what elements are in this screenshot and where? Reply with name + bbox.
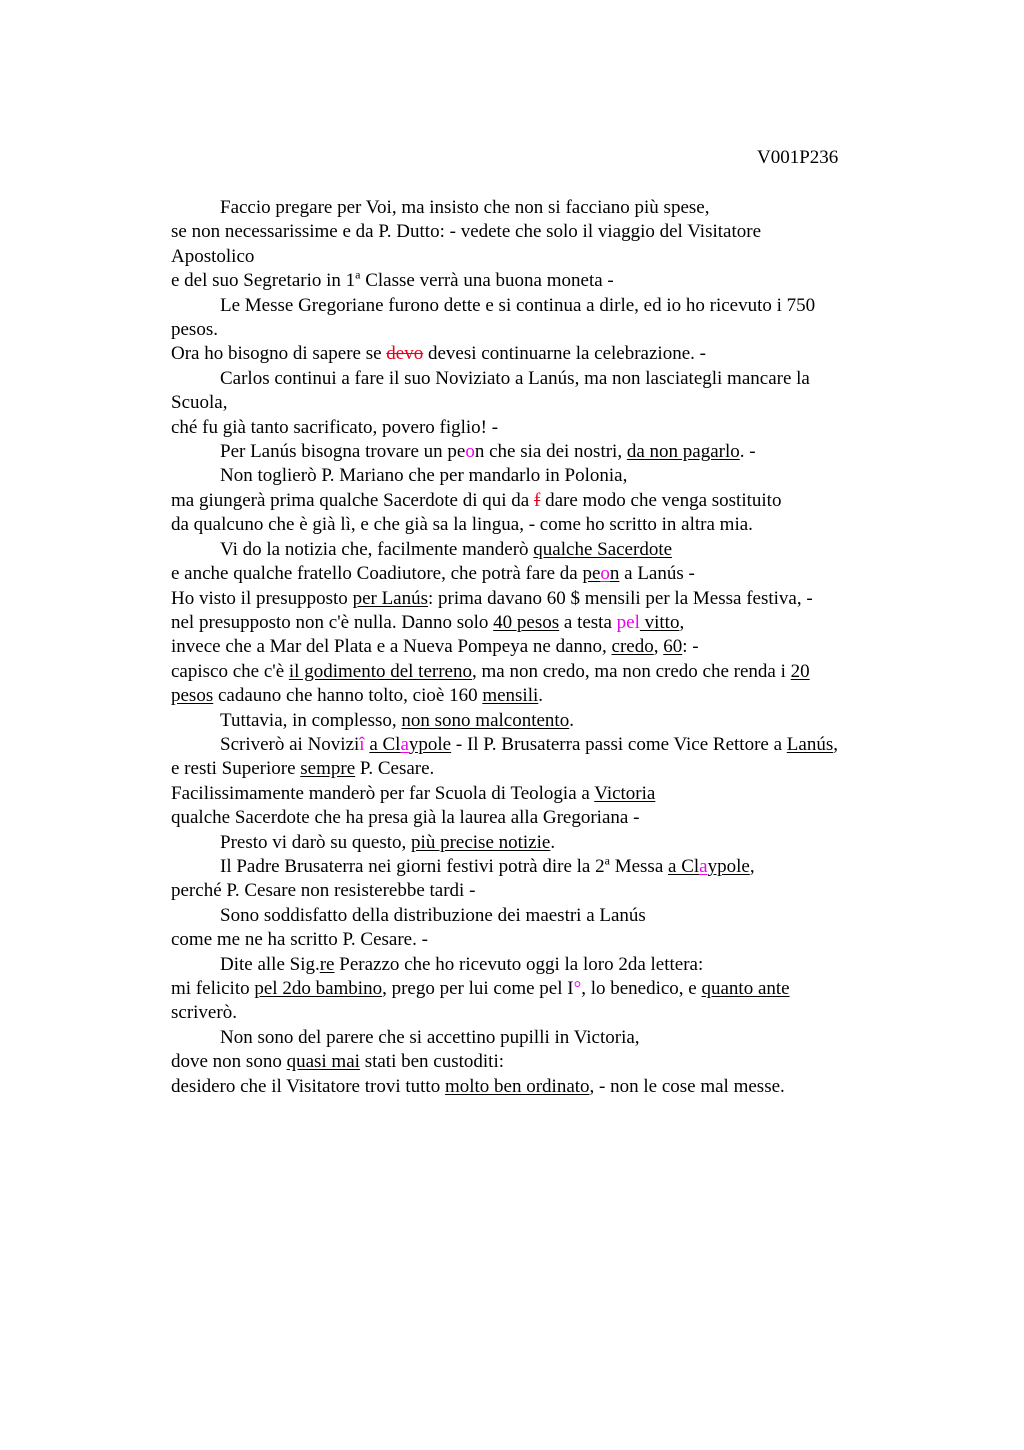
highlighted-text: î xyxy=(359,733,365,755)
text-line xyxy=(171,953,911,977)
deleted-text: devo xyxy=(386,343,424,365)
text-segment: , xyxy=(833,733,838,755)
text-segment: . xyxy=(569,709,574,731)
text-line xyxy=(171,416,911,440)
underlined-text: a Cl xyxy=(668,855,700,877)
text-segment: a testa xyxy=(559,611,617,633)
underlined-text: Victoria xyxy=(594,782,656,804)
underlined-text: per Lanús xyxy=(352,587,429,609)
text-line xyxy=(171,245,911,269)
text-segment: capisco che c'è xyxy=(171,660,289,682)
text-segment: Sono soddisfatto della distribuzione dei maestri a Lanús xyxy=(220,904,646,926)
text-segment: Non toglierò P. Mariano che per mandarlo in Polonia, xyxy=(220,465,628,487)
text-segment: Facilissimamente manderò per far Scuola di Teologia a xyxy=(171,782,595,804)
text-line xyxy=(171,928,911,952)
underlined-text: mensili xyxy=(482,685,539,707)
text-line xyxy=(171,904,911,928)
underlined-text: re xyxy=(319,953,335,975)
text-segment: qualche Sacerdote che ha presa già la laurea alla Gregoriana - xyxy=(171,807,640,829)
text-line xyxy=(171,318,911,342)
text-segment: , xyxy=(679,611,685,633)
text-segment: devesi continuarne la celebrazione. - xyxy=(423,343,706,365)
underlined-text: quanto ante xyxy=(701,978,790,999)
underlined-text: più precise notizie xyxy=(411,831,551,853)
text-segment: Perazzo che ho ricevuto oggi la loro 2da lettera: xyxy=(334,953,704,975)
text-line xyxy=(171,464,911,488)
text-segment: , - non le cose mal messe. xyxy=(589,1075,785,1097)
text-segment: Ho visto il presupposto xyxy=(171,587,353,609)
text-segment: Tuttavia, in complesso, xyxy=(220,709,402,731)
text-segment: - Il P. Brusaterra passi come Vice Rettore a xyxy=(451,733,787,755)
text-segment: Scuola, xyxy=(171,392,228,414)
letter-body xyxy=(171,196,911,1099)
text-line xyxy=(171,879,911,903)
text-line xyxy=(171,562,911,586)
text-segment: cadauno che hanno tolto, cioè 160 xyxy=(213,685,483,707)
text-line xyxy=(171,977,911,1001)
underlined-text: il godimento del terreno xyxy=(288,660,472,682)
text-line xyxy=(171,1026,911,1050)
text-segment: Vi do la notizia che, facilmente manderò xyxy=(220,538,534,560)
text-segment: dove non sono xyxy=(171,1051,287,1073)
text-line xyxy=(171,489,911,513)
underlined-text: non sono malcontento xyxy=(401,709,570,731)
text-segment: Apostolico xyxy=(171,245,255,267)
text-line xyxy=(171,855,911,879)
text-segment: : prima davano 60 $ mensili per la Messa festiva, - xyxy=(428,587,813,609)
underlined-text: ypole xyxy=(408,733,452,755)
underlined-text: da non pagarlo xyxy=(626,441,740,463)
text-segment: Non sono del parere che si accettino pupilli in Victoria, xyxy=(220,1026,640,1048)
underlined-highlighted-text: a xyxy=(400,733,409,755)
underlined-text: sempre xyxy=(300,758,356,780)
text-line xyxy=(171,587,911,611)
text-segment: n che sia dei nostri, xyxy=(474,441,627,463)
text-segment: e del suo Segretario in 1 xyxy=(171,270,356,292)
text-segment: desidero che il Visitatore trovi tutto xyxy=(171,1075,445,1097)
text-segment: P. Cesare. xyxy=(355,758,435,780)
text-line xyxy=(171,342,911,366)
highlighted-text: pel xyxy=(616,611,640,633)
text-segment: da qualcuno che è già lì, e che già sa la lingua, - come ho scritto in altra mia. xyxy=(171,514,753,536)
text-segment: Per Lanús bisogna trovare un pe xyxy=(220,441,466,463)
underlined-text: 40 pesos xyxy=(493,611,560,633)
text-line xyxy=(171,806,911,830)
text-segment: pesos. xyxy=(171,319,218,341)
text-line xyxy=(171,709,911,733)
text-segment: Carlos continui a fare il suo Noviziato a Lanús, ma non lasciategli mancare la xyxy=(220,367,810,389)
underlined-text: pe xyxy=(582,563,601,585)
text-segment: e resti Superiore xyxy=(171,758,301,780)
text-line xyxy=(171,684,911,708)
underlined-text: vitto xyxy=(639,611,680,633)
text-line xyxy=(171,367,911,391)
text-segment: ma giungerà prima qualche Sacerdote di qui da xyxy=(171,489,534,511)
text-segment: scriverò. xyxy=(171,1002,237,1024)
text-segment: , xyxy=(749,855,755,877)
text-segment: . xyxy=(550,831,556,853)
text-line xyxy=(171,1050,911,1074)
text-line xyxy=(171,1001,911,1025)
text-segment: Classe verrà una buona moneta - xyxy=(360,270,614,292)
underlined-text: quasi mai xyxy=(286,1051,360,1073)
text-segment: , ma non credo, ma non credo che renda i xyxy=(471,660,791,682)
text-segment: stati ben custoditi: xyxy=(359,1051,505,1073)
text-segment: Il Padre Brusaterra nei giorni festivi potrà dire la 2 xyxy=(220,855,605,877)
text-segment: dare modo che venga sostituito xyxy=(540,489,782,511)
text-segment: mi felicito xyxy=(171,978,255,999)
text-segment: : - xyxy=(682,636,699,658)
text-segment: , lo benedico, e xyxy=(581,978,702,999)
text-segment: . - xyxy=(739,441,756,463)
underlined-text: 60 xyxy=(663,636,683,658)
text-segment: Faccio pregare per Voi, ma insisto che non si facciano più spese, xyxy=(220,197,710,218)
text-segment: Dite alle Sig. xyxy=(220,953,320,975)
text-line xyxy=(171,611,911,635)
text-line xyxy=(171,220,911,244)
superscript-text: a xyxy=(355,267,361,282)
text-line xyxy=(171,294,911,318)
text-segment: e anche qualche fratello Coadiutore, che potrà fare da xyxy=(171,563,583,585)
underlined-text: ypole xyxy=(707,855,750,877)
text-line xyxy=(171,513,911,537)
underlined-text: pesos xyxy=(171,685,214,707)
text-segment: ché fu già tanto sacrificato, povero figlio! - xyxy=(171,416,499,438)
text-line xyxy=(171,757,911,781)
page-identifier: V001P236 xyxy=(757,147,839,168)
text-segment: Le Messe Gregoriane furono dette e si continua a dirle, ed io ho ricevuto i 750 xyxy=(220,294,816,316)
text-line xyxy=(171,733,911,757)
text-segment: . xyxy=(538,685,544,707)
text-line xyxy=(171,391,911,415)
text-line xyxy=(171,660,911,684)
highlighted-text: ° xyxy=(573,978,582,999)
text-segment: invece che a Mar del Plata e a Nueva Pompeya ne danno, xyxy=(171,636,612,658)
text-line xyxy=(171,440,911,464)
underlined-highlighted-text: o xyxy=(600,563,610,585)
underlined-text: credo xyxy=(611,636,654,658)
text-line xyxy=(171,635,911,659)
text-segment: Scriverò ai Novizi xyxy=(220,733,360,755)
underlined-text: pel 2do bambino xyxy=(254,978,383,999)
text-line xyxy=(171,196,911,220)
underlined-text: qualche Sacerdote xyxy=(533,538,673,560)
underlined-text: a Cl xyxy=(369,733,401,755)
underlined-highlighted-text: a xyxy=(699,855,708,877)
text-segment: a Lanús - xyxy=(619,563,695,585)
deleted-text: f xyxy=(533,489,541,511)
text-line xyxy=(171,538,911,562)
text-segment: nel presupposto non c'è nulla. Danno solo xyxy=(171,611,494,633)
text-segment: , xyxy=(653,636,664,658)
text-segment: Messa xyxy=(609,855,669,877)
underlined-text: 20 xyxy=(790,660,810,682)
text-segment: , prego per lui come pel I xyxy=(382,978,574,999)
underlined-text: molto ben ordinato xyxy=(444,1075,590,1097)
text-segment: Presto vi darò su questo, xyxy=(220,831,412,853)
text-line xyxy=(171,1075,911,1099)
text-line xyxy=(171,782,911,806)
underlined-text: n xyxy=(609,563,620,585)
text-line xyxy=(171,269,911,293)
highlighted-text: o xyxy=(465,441,475,463)
text-segment: come me ne ha scritto P. Cesare. - xyxy=(171,929,428,951)
superscript-text: a xyxy=(604,853,610,868)
underlined-text: Lanús xyxy=(786,733,834,755)
text-segment: se non necessarissime e da P. Dutto: - vedete che solo il viaggio del Visitatore xyxy=(171,221,762,243)
text-line xyxy=(171,831,911,855)
text-segment: Ora ho bisogno di sapere se xyxy=(171,343,387,365)
text-segment: perché P. Cesare non resisterebbe tardi - xyxy=(171,880,476,902)
